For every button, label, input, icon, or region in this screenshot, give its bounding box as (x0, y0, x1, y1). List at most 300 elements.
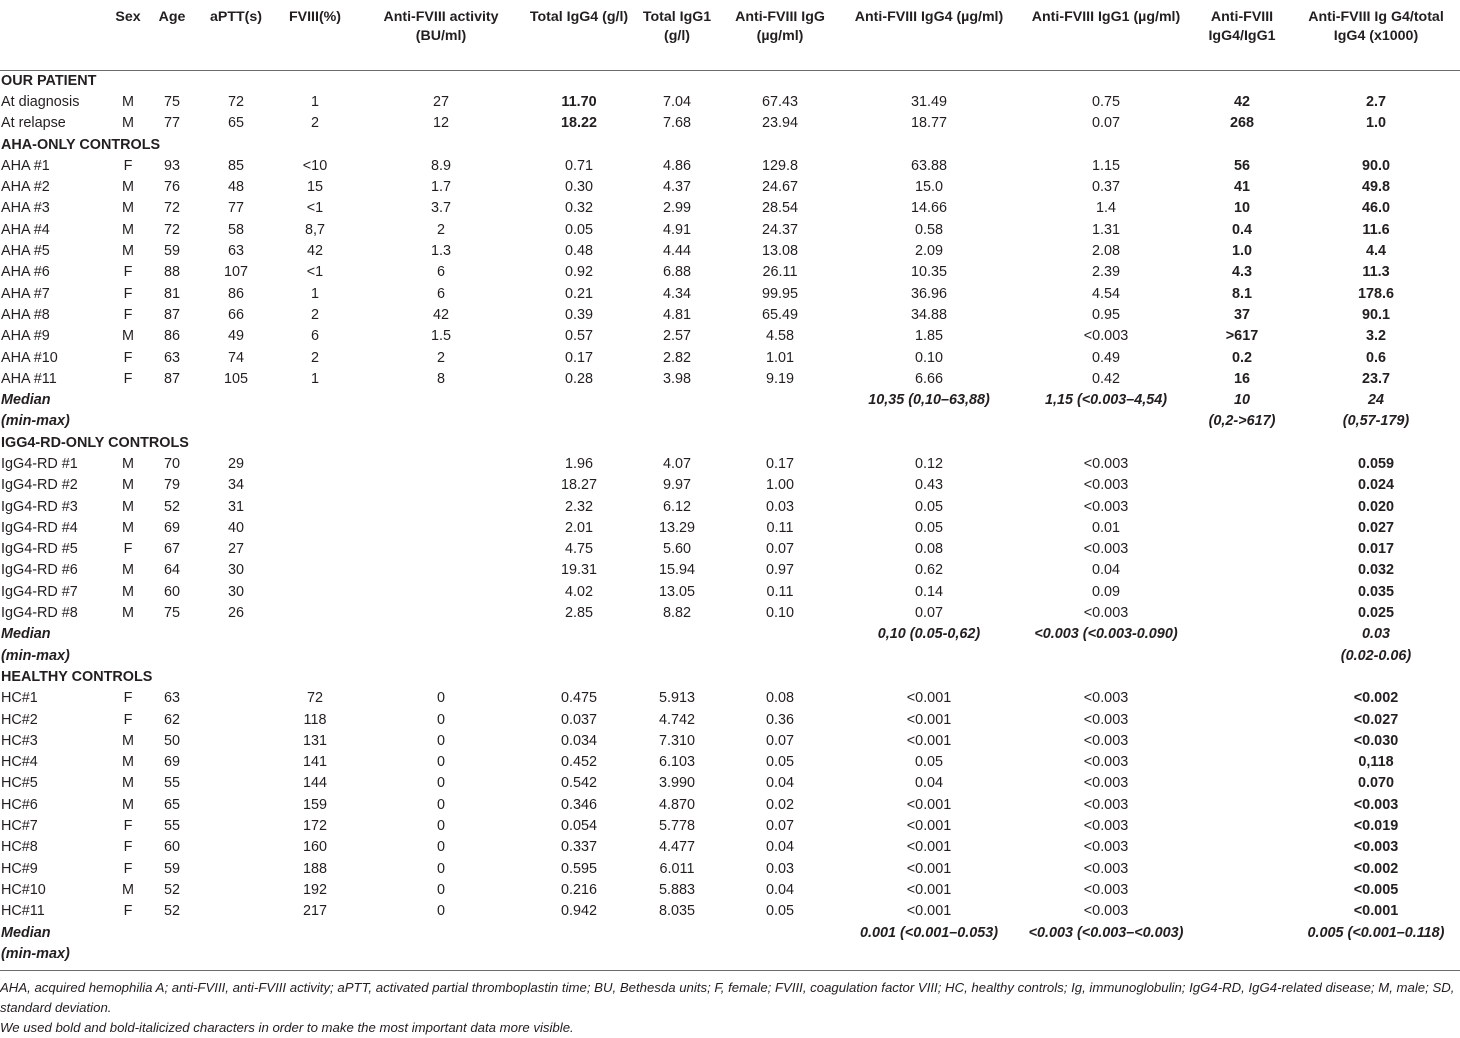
table-cell: 63 (227, 243, 244, 260)
table-cell: <0.001 (906, 711, 952, 728)
column-header: Age (146, 0, 198, 70)
table-cell: M (122, 583, 134, 600)
table-cell (356, 646, 526, 667)
table-cell: M (122, 93, 134, 110)
table-cell: M (122, 221, 134, 238)
table-cell (1020, 944, 1192, 965)
table-cell (1192, 646, 1292, 667)
footnote-note: We used bold and bold-italicized characters in order to make the most important data more visible. (0, 1020, 574, 1035)
table-cell: <0.001 (906, 860, 952, 877)
row-label: AHA #11 (1, 370, 57, 387)
table-cell: 0.6 (1365, 349, 1386, 366)
table-cell: 64 (163, 562, 180, 579)
table-cell: 0.032 (1357, 562, 1394, 579)
table-row (0, 795, 1460, 816)
table-cell: 75 (163, 605, 180, 622)
table-cell (1192, 944, 1292, 965)
table-cell (356, 454, 526, 475)
table-cell (198, 390, 274, 411)
table-cell: 63 (163, 690, 180, 707)
section-row (0, 667, 1460, 688)
section-row (0, 433, 1460, 454)
table-cell (274, 922, 356, 943)
table-cell: 65 (163, 796, 180, 813)
table-cell (1192, 582, 1292, 603)
table-cell: 0.054 (560, 818, 597, 835)
table-cell: 30 (227, 562, 244, 579)
column-header: Anti-FVIII IgG4/IgG1 (1192, 0, 1292, 70)
table-cell: 0,10 (0.05-0,62) (877, 626, 981, 643)
table-cell (356, 411, 526, 432)
table-cell (632, 624, 722, 645)
table-cell: M (122, 200, 134, 217)
table-row (0, 198, 1460, 219)
table-cell (274, 411, 356, 432)
table-cell: 1.01 (765, 349, 794, 366)
table-cell: 0.04 (1091, 562, 1120, 579)
table-cell: 0.58 (914, 221, 943, 238)
table-cell: F (123, 903, 133, 920)
table-cell: 23.7 (1361, 370, 1390, 387)
table-cell: M (122, 796, 134, 813)
row-label: (min-max) (1, 413, 70, 430)
table-cell: 87 (163, 306, 180, 323)
column-header (0, 0, 110, 70)
table-cell (1192, 816, 1292, 837)
table-cell: 42 (306, 243, 323, 260)
table-cell (274, 944, 356, 965)
table-cell: 6 (310, 328, 319, 345)
table-cell: 10,35 (0,10–63,88) (868, 392, 990, 409)
table-cell: 18.77 (910, 115, 947, 132)
table-cell: 1.7 (430, 179, 451, 196)
table-row (0, 283, 1460, 304)
table-row (0, 539, 1460, 560)
table-cell: 24.67 (761, 179, 798, 196)
column-header: Anti-FVIII IgG4 (µg/ml) (838, 0, 1020, 70)
table-cell: <1 (306, 200, 324, 217)
table-cell: 90.0 (1361, 157, 1390, 174)
table-cell (1192, 858, 1292, 879)
table-cell: 0.97 (765, 562, 794, 579)
table-cell (526, 646, 632, 667)
table-cell: 0.05 (914, 519, 943, 536)
table-cell: 0.01 (1091, 519, 1120, 536)
table-cell (198, 944, 274, 965)
table-cell: 2.99 (662, 200, 691, 217)
table-cell: (0,2->617) (1208, 413, 1276, 430)
table-header (0, 0, 1460, 70)
table-cell: 0.95 (1091, 306, 1120, 323)
row-label: Median (1, 392, 51, 409)
table-cell: <0.003 (1083, 455, 1129, 472)
table-cell: 0.39 (564, 306, 593, 323)
table-cell (146, 922, 198, 943)
table-cell: 0.337 (560, 839, 597, 856)
table-cell: <0.003 (1083, 881, 1129, 898)
table-cell (1192, 496, 1292, 517)
table-cell: 1.5 (430, 328, 451, 345)
table-cell: 16 (1233, 370, 1250, 387)
table-cell: 0.28 (564, 370, 593, 387)
row-label: At relapse (1, 115, 66, 132)
row-label: AHA #8 (1, 306, 50, 323)
row-label: AHA #2 (1, 179, 50, 196)
row-label: HC#2 (1, 711, 38, 728)
table-cell: 1 (310, 285, 319, 302)
table-cell: <0.003 (<0.003–<0.003) (1028, 924, 1184, 941)
table-cell: 0.62 (914, 562, 943, 579)
row-label: IgG4-RD #3 (1, 498, 78, 515)
table-cell: 0 (436, 711, 445, 728)
table-cell: 0 (436, 881, 445, 898)
table-row (0, 241, 1460, 262)
table-cell: 0.059 (1357, 455, 1394, 472)
table-cell: M (122, 179, 134, 196)
table-cell: 0.43 (914, 477, 943, 494)
table-cell: 0.070 (1357, 775, 1394, 792)
column-header: Anti-FVIII IgG1 (µg/ml) (1020, 0, 1192, 70)
table-cell: 4.02 (564, 583, 593, 600)
row-label: HC#9 (1, 860, 38, 877)
column-header: Anti-FVIII IgG (µg/ml) (722, 0, 838, 70)
table-cell (356, 496, 526, 517)
table-cell: 79 (163, 477, 180, 494)
table-cell: 90.1 (1361, 306, 1390, 323)
table-cell: 72 (306, 690, 323, 707)
table-cell: 2.32 (564, 498, 593, 515)
table-cell: F (123, 264, 133, 281)
table-cell: 67 (163, 541, 180, 558)
table-cell: 48 (227, 179, 244, 196)
table-cell: 49 (227, 328, 244, 345)
table-cell: 0.30 (564, 179, 593, 196)
table-cell: 15 (306, 179, 323, 196)
table-cell (198, 731, 274, 752)
table-cell: F (123, 541, 133, 558)
table-cell: 77 (163, 115, 180, 132)
table-cell: 52 (163, 903, 180, 920)
table-cell (110, 944, 146, 965)
table-cell: 58 (227, 221, 244, 238)
summary-row (0, 411, 1460, 432)
table-row (0, 773, 1460, 794)
table-cell: <0.001 (906, 818, 952, 835)
table-cell: 5.913 (658, 690, 695, 707)
table-cell (110, 390, 146, 411)
table-cell: 4.37 (662, 179, 691, 196)
table-cell: <0.001 (906, 903, 952, 920)
row-label: IgG4-RD #4 (1, 519, 78, 536)
table-row (0, 858, 1460, 879)
table-cell: M (122, 562, 134, 579)
row-label: IgG4-RD #7 (1, 583, 78, 600)
table-cell: 13.05 (658, 583, 695, 600)
table-body (0, 70, 1460, 965)
table-cell: 0.07 (765, 818, 794, 835)
table-cell: 0.92 (564, 264, 593, 281)
table-cell: 172 (302, 818, 327, 835)
table-cell: 1 (310, 93, 319, 110)
table-cell: 86 (163, 328, 180, 345)
table-cell: M (122, 455, 134, 472)
table-cell (356, 922, 526, 943)
table-cell: 81 (163, 285, 180, 302)
table-cell (1192, 709, 1292, 730)
table-cell (632, 922, 722, 943)
table-cell: 0.020 (1357, 498, 1394, 515)
table-cell: 52 (163, 881, 180, 898)
table-cell: 99.95 (761, 285, 798, 302)
table-cell: 50 (163, 732, 180, 749)
table-cell (356, 518, 526, 539)
row-label: IgG4-RD #1 (1, 455, 78, 472)
table-cell: 0.005 (<0.001–0.118) (1307, 924, 1445, 941)
table-cell: 36.96 (910, 285, 947, 302)
table-cell: <0.001 (1353, 903, 1399, 920)
summary-row (0, 944, 1460, 965)
table-cell: 27 (432, 93, 449, 110)
table-cell (356, 539, 526, 560)
table-cell: 0.57 (564, 328, 593, 345)
table-cell (198, 773, 274, 794)
table-cell: 2.01 (564, 519, 593, 536)
table-cell: 55 (163, 775, 180, 792)
table-cell: 62 (163, 711, 180, 728)
table-cell: 2.7 (1365, 93, 1386, 110)
table-cell: 0.024 (1357, 477, 1394, 494)
table-cell (1192, 752, 1292, 773)
table-row (0, 560, 1460, 581)
table-cell: 0.475 (560, 690, 597, 707)
table-cell (1192, 880, 1292, 901)
table-cell: 0.034 (560, 732, 597, 749)
table-cell (1192, 773, 1292, 794)
table-cell: 0.05 (765, 754, 794, 771)
table-cell (1192, 688, 1292, 709)
table-cell: F (123, 157, 133, 174)
table-cell: 0.14 (914, 583, 943, 600)
table-cell (632, 390, 722, 411)
table-cell: 74 (227, 349, 244, 366)
table-cell: 56 (1233, 157, 1250, 174)
table-cell: 60 (163, 839, 180, 856)
row-label: At diagnosis (1, 93, 80, 110)
table-row (0, 369, 1460, 390)
table-cell: 10 (1233, 200, 1250, 217)
table-cell: 26 (227, 605, 244, 622)
table-cell: M (122, 775, 134, 792)
table-row (0, 688, 1460, 709)
table-cell (1192, 624, 1292, 645)
table-cell (198, 816, 274, 837)
footnote-abbreviations: AHA, acquired hemophilia A; anti-FVIII, anti-FVIII activity; aPTT, activated partial thromboplastin time; BU, Bethesda units; F, female; FVIII, coagulation factor VIII; HC, healthy controls; Ig, immunoglobulin; IgG4-RD, IgG4-related disease; M, male; SD, standard deviation. (0, 980, 1455, 1015)
table-cell: 23.94 (761, 115, 798, 132)
table-cell: M (122, 732, 134, 749)
table-cell: 9.19 (765, 370, 794, 387)
table-cell: 65 (227, 115, 244, 132)
row-label: HC#1 (1, 690, 38, 707)
row-label: HC#3 (1, 732, 38, 749)
table-cell: 18.27 (560, 477, 597, 494)
table-cell: M (122, 605, 134, 622)
table-cell: <0.003 (1083, 541, 1129, 558)
table-cell: <0.003 (1083, 754, 1129, 771)
bottom-rule (0, 970, 1460, 971)
table-cell (198, 901, 274, 922)
table-row (0, 837, 1460, 858)
table-cell: 2.09 (914, 243, 943, 260)
table-cell: 0.08 (914, 541, 943, 558)
table-cell (110, 411, 146, 432)
table-cell: 3.98 (662, 370, 691, 387)
table-cell: 41 (1233, 179, 1250, 196)
table-cell: 6 (436, 264, 445, 281)
table-cell: 178.6 (1357, 285, 1394, 302)
table-row (0, 454, 1460, 475)
table-cell (198, 795, 274, 816)
table-cell (526, 411, 632, 432)
table-cell (274, 582, 356, 603)
table-cell: 6.103 (658, 754, 695, 771)
table-cell: 8.9 (430, 157, 451, 174)
table-cell: <0.003 (1083, 711, 1129, 728)
column-header: Total IgG1 (g/l) (632, 0, 722, 70)
table-cell: 0.05 (564, 221, 593, 238)
table-cell (1192, 837, 1292, 858)
table-cell (198, 880, 274, 901)
table-cell: 0.05 (914, 498, 943, 515)
row-label: AHA #10 (1, 349, 58, 366)
table-cell: 0 (436, 903, 445, 920)
table-cell (198, 411, 274, 432)
table-cell: 42 (1233, 93, 1250, 110)
table-cell: 69 (163, 519, 180, 536)
table-cell (198, 624, 274, 645)
table-cell (722, 646, 838, 667)
column-header: Sex (110, 0, 146, 70)
table-cell: <0.005 (1353, 881, 1399, 898)
table-cell (632, 411, 722, 432)
table-row (0, 326, 1460, 347)
table-cell: 86 (227, 285, 244, 302)
table-cell: F (123, 711, 133, 728)
table-cell: 0 (436, 754, 445, 771)
table-cell: F (123, 285, 133, 302)
table-cell: 0.11 (766, 519, 794, 536)
table-cell: 0.17 (765, 455, 794, 472)
table-cell (146, 646, 198, 667)
row-label: IgG4-RD #8 (1, 605, 78, 622)
table-cell: F (123, 349, 133, 366)
table-cell: 10.35 (910, 264, 947, 281)
table-cell (356, 603, 526, 624)
table-cell: 1.31 (1091, 221, 1120, 238)
table-cell: >617 (1225, 328, 1259, 345)
table-cell: 7.04 (662, 93, 691, 110)
table-cell: 85 (227, 157, 244, 174)
row-label: AHA #1 (1, 157, 50, 174)
table-cell (274, 475, 356, 496)
table-cell: <0.001 (906, 839, 952, 856)
table-cell: 72 (227, 93, 244, 110)
table-cell: 0.346 (560, 796, 597, 813)
table-cell: 0.71 (564, 157, 593, 174)
table-cell: 3.7 (430, 200, 451, 217)
table-cell: <0.003 (1083, 839, 1129, 856)
table-cell: 0.027 (1357, 519, 1394, 536)
table-cell: 0.942 (560, 903, 597, 920)
section-row (0, 70, 1460, 92)
table-cell: 67.43 (761, 93, 798, 110)
table-cell: 34 (227, 477, 244, 494)
table-cell: <0.003 (1083, 732, 1129, 749)
row-label: HC#8 (1, 839, 38, 856)
table-cell: 0.05 (765, 903, 794, 920)
table-cell: 55 (163, 818, 180, 835)
table-cell: 0.21 (564, 285, 593, 302)
table-cell: 1 (310, 370, 319, 387)
table-cell: 8.035 (658, 903, 695, 920)
table-cell: M (122, 243, 134, 260)
table-cell (356, 390, 526, 411)
column-header: Total IgG4 (g/l) (526, 0, 632, 70)
table-cell: 0.07 (914, 605, 943, 622)
table-cell: 4.34 (662, 285, 691, 302)
table-cell: 0.11 (766, 583, 794, 600)
table-row (0, 92, 1460, 113)
row-label: AHA #5 (1, 243, 50, 260)
table-cell (274, 603, 356, 624)
table-cell: <0.027 (1353, 711, 1399, 728)
row-label: HC#7 (1, 818, 38, 835)
table-cell: 63 (163, 349, 180, 366)
table-cell: <0.003 (1083, 818, 1129, 835)
row-label: Median (1, 924, 51, 941)
table-cell: 1.00 (765, 477, 794, 494)
table-cell: 2 (436, 221, 445, 238)
table-cell (274, 646, 356, 667)
table-cell: 8 (436, 370, 445, 387)
table-cell: 13.29 (658, 519, 695, 536)
table-row (0, 901, 1460, 922)
table-row (0, 731, 1460, 752)
table-cell: 4.58 (765, 328, 794, 345)
table-cell (110, 624, 146, 645)
table-cell: 26.11 (762, 264, 798, 281)
row-label: IgG4-RD #5 (1, 541, 78, 558)
table-cell: 2 (436, 349, 445, 366)
row-label: AHA #4 (1, 221, 50, 238)
table-cell: 6.66 (914, 370, 943, 387)
table-cell: 13.08 (761, 243, 798, 260)
table-cell: 65.49 (761, 306, 798, 323)
table-cell: F (123, 306, 133, 323)
table-cell (1192, 454, 1292, 475)
table-cell: 12 (432, 115, 449, 132)
table-cell: 0.04 (765, 839, 794, 856)
table-cell: <0.003 (1083, 328, 1129, 345)
table-cell: 4.75 (564, 541, 593, 558)
table-cell: 160 (302, 839, 327, 856)
table-cell: 0.001 (<0.001–0.053) (859, 924, 999, 941)
table-cell: 2 (310, 115, 319, 132)
table-row (0, 752, 1460, 773)
row-label: (min-max) (1, 945, 70, 962)
table-cell: 72 (163, 200, 180, 217)
table-cell (632, 944, 722, 965)
table-cell: 6.011 (659, 860, 695, 877)
